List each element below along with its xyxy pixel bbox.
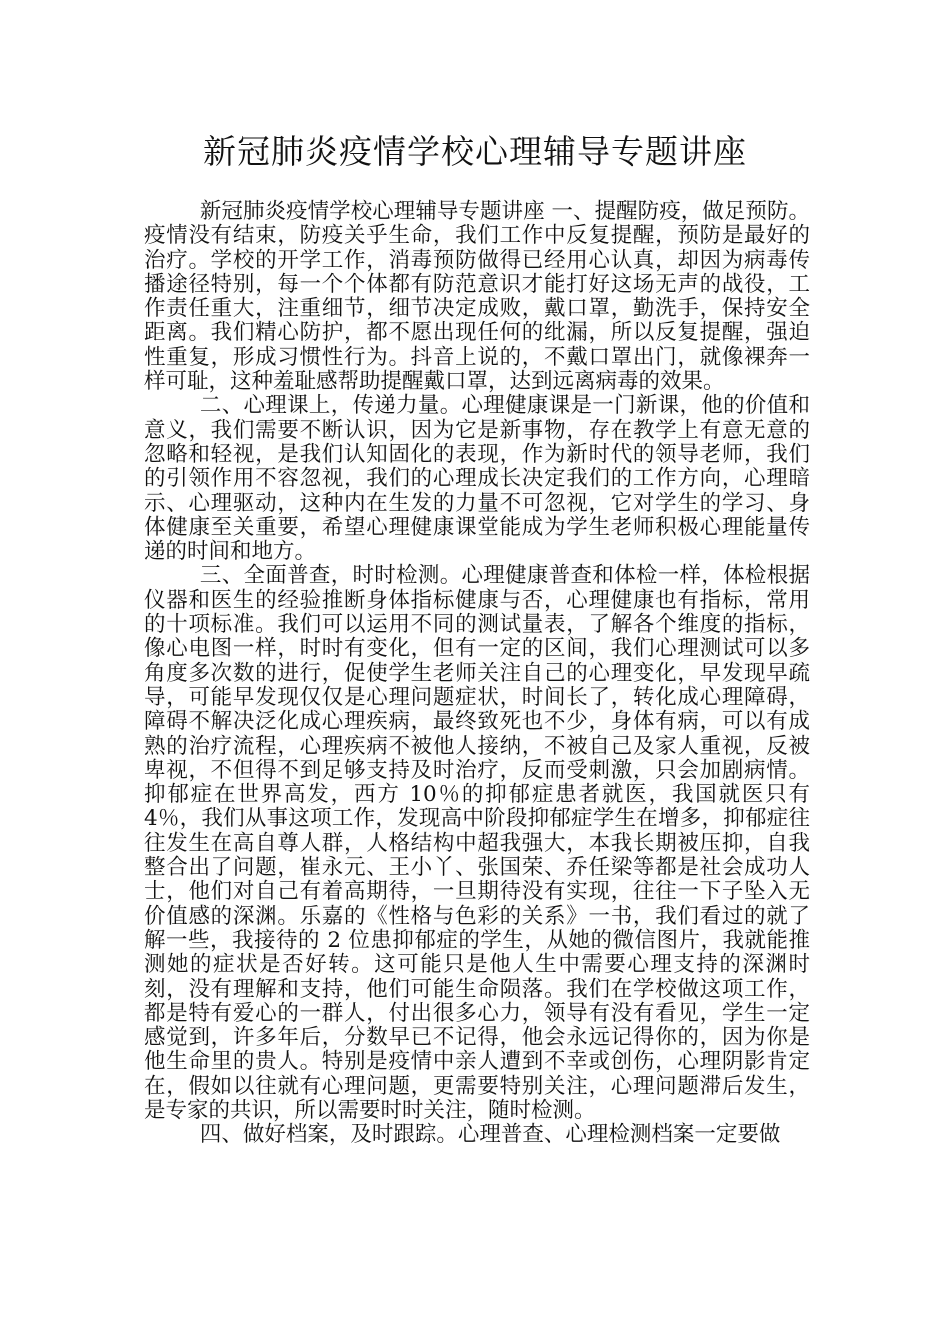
document-body — [144, 200, 810, 1148]
paragraph-2: 二、心理课上，传递力量。心理健康课是一门新课，他的价值和意义，我们需要不断认识，因为它是新事物，存在教学上有意无意的忽略和轻视，是我们认知固化的表现，作为新时代的领导老师，我们的引领作用不容忽视，我们的心理成长决定我们的工作方向，心理暗示、心理驱动，这种内在生发的力量不可忽视，它对学生的学习、身体健康至关重要，希望心理健康课堂能成为学生老师积极心理能量传递的时间和地方。 — [144, 393, 810, 565]
document-title: 新冠肺炎疫情学校心理辅导专题讲座 — [203, 132, 747, 171]
paragraph-1: 新冠肺炎疫情学校心理辅导专题讲座 一、提醒防疫，做足预防。疫情没有结束，防疫关乎生命，我们工作中反复提醒，预防是最好的治疗。学校的开学工作，消毒预防做得已经用心认真，却因为病毒传播途径特别，每一个个体都有防范意识才能打好这场无声的战役，工作责任重大，注重细节，细节决定成败，戴口罩，勤洗手，保持安全距离。我们精心防护，都不愿出现任何的纰漏，所以反复提醒，强迫性重复，形成习惯性行为。抖音上说的，不戴口罩出门，就像裸奔一样可耻，这种羞耻感帮助提醒戴口罩，达到远离病毒的效果。 — [144, 199, 810, 395]
paragraph-3: 三、全面普查，时时检测。心理健康普查和体检一样，体检根据仪器和医生的经验推断身体指标健康与否，心理健康也有指标，常用的十项标准。我们可以运用不同的测试量表，了解各个维度的指标，像心电图一样，时时有变化，但有一定的区间，我们心理测试可以多角度多次数的进行，促使学生老师关注自己的心理变化，早发现早疏导，可能早发现仅仅是心理问题症状，时间长了，转化成心理障碍，障碍不解决泛化成心理疾病，最终致死也不少，身体有病，可以有成熟的治疗流程，心理疾病不被他人接纳，不被自己及家人重视，反被卑视，不但得不到足够支持及时治疗，反而受刺激，只会加剧病情。抑郁症在世界高发，西方 10％的抑郁症患者就医，我国就医只有 4％，我们从事这项工作，发现高中阶段抑郁症学生在增多，抑郁症往往发生在高自尊人群，人格结构中超我强大，本我长期被压抑，自我整合出了问题，崔永元、王小丫、张国荣、乔任梁等都是社会成功人士，他们对自己有着高期待，一旦期待没有实现，往往一下子坠入无价值感的深渊。乐嘉的《性格与色彩的关系》一书，我们看过的就了解一些，我接待的 2 位患抑郁症的学生，从她的微信图片，我就能推测她的症状是否好转。这可能只是他人生中需要心理支持的深渊时刻，没有理解和支持，他们可能生命陨落。我们在学校做这项工作，都是特有爱心的一群人，付出很多心力，领导有没有看见，学生一定感觉到，许多年后，分数早已不记得，他会永远记得你的，因为你是他生命里的贵人。特别是疫情中亲人遭到不幸或创伤，心理阴影肯定在，假如以往就有心理问题，更需要特别关注，心理问题滞后发生，是专家的共识，所以需要时时关注，随时检测。 — [144, 563, 810, 1123]
paragraph-4: 四、做好档案，及时跟踪。心理普查、心理检测档案一定要做 — [199, 1122, 781, 1148]
